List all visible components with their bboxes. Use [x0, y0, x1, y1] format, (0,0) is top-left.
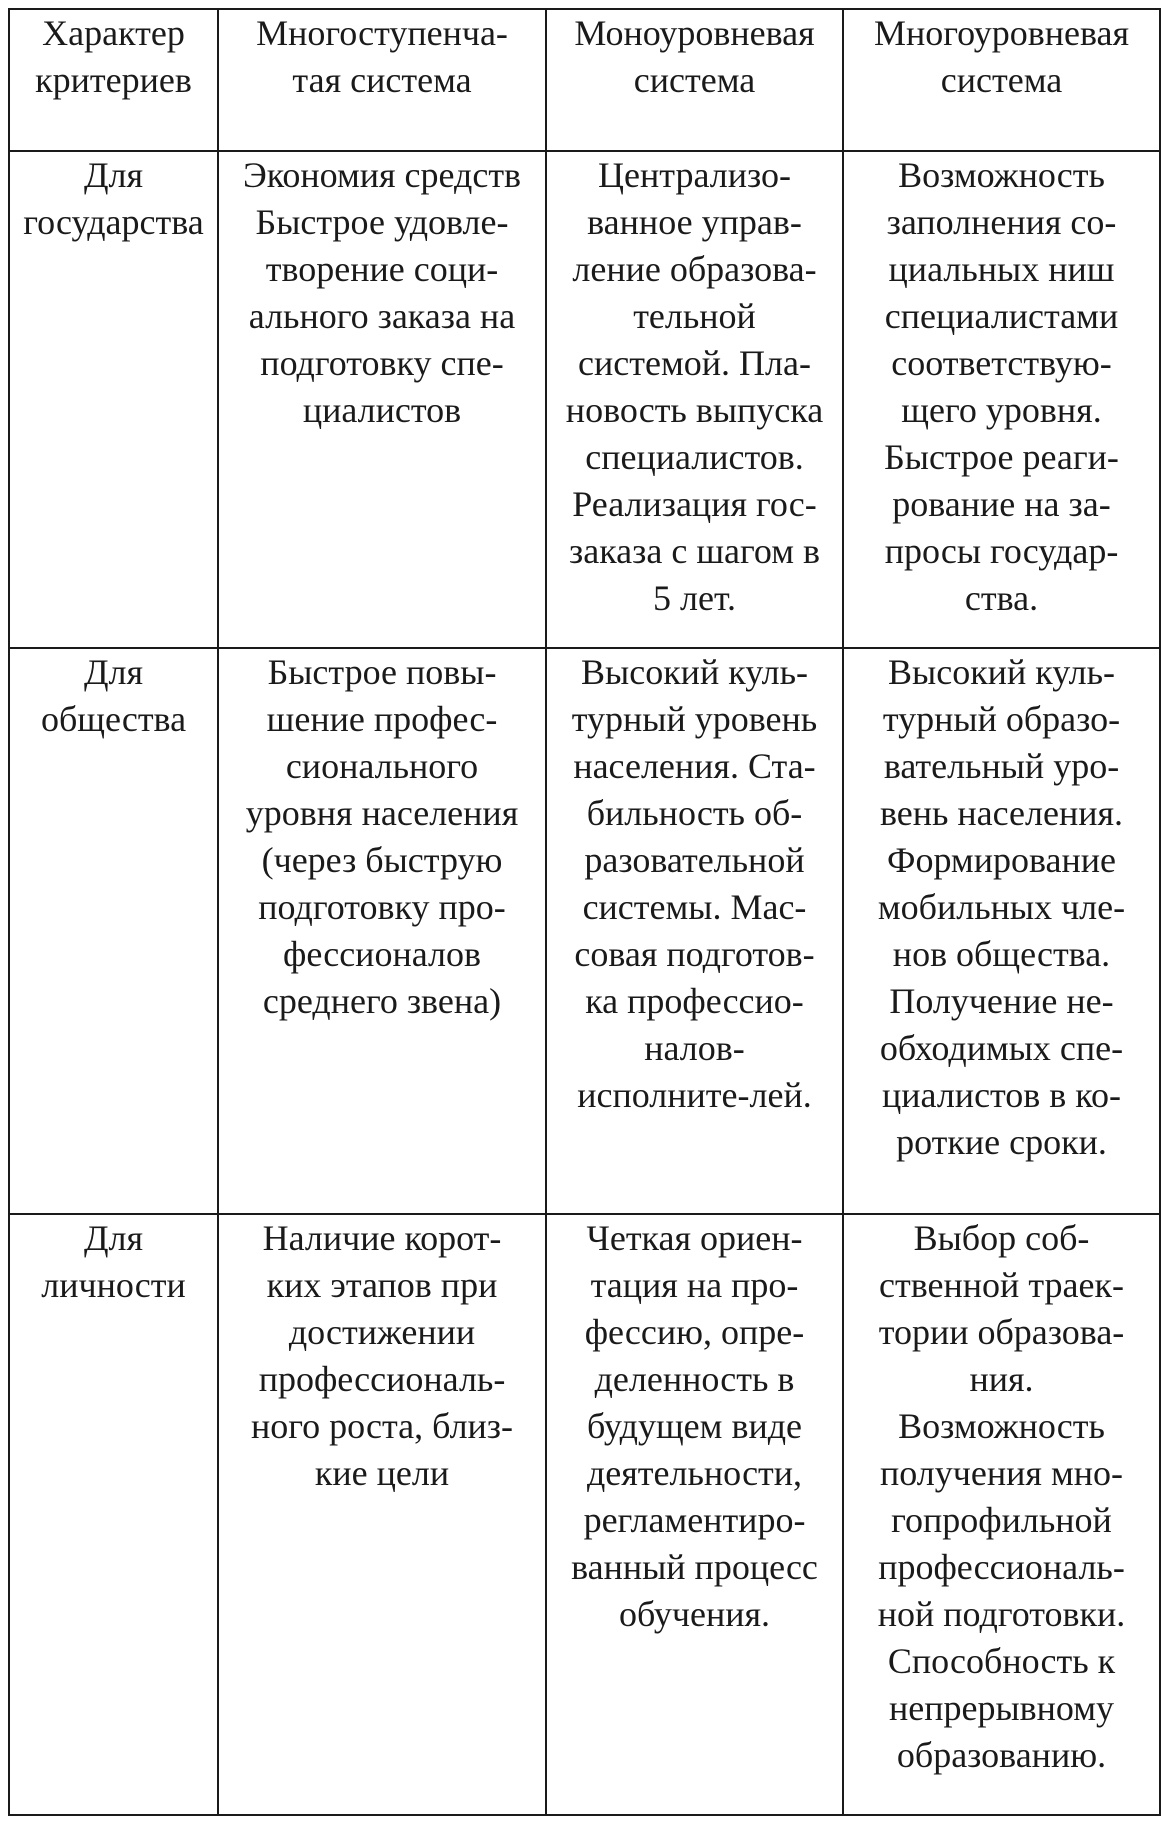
criterion-text: Для государства: [23, 155, 204, 242]
monolevel-cell: [546, 1214, 843, 1815]
monolevel-cell: [546, 151, 843, 648]
criterion-cell: [9, 648, 218, 1214]
multilevel-cell: [843, 151, 1160, 648]
header-multilevel-text: Многоуровневая система: [873, 13, 1130, 100]
monolevel-cell: [546, 648, 843, 1214]
header-cell-monolevel: [546, 9, 843, 151]
multistage-cell: [218, 648, 546, 1214]
comparison-table: [8, 8, 1161, 1816]
table-row-person: [9, 1214, 1160, 1815]
criterion-cell: [9, 1214, 218, 1815]
header-criteria-text: Характер критериев: [35, 13, 192, 100]
criterion-text: Для общества: [40, 652, 187, 739]
multistage-text: Быстрое повы- шение профес- сионального уровня населения (через быструю подготовку про- фессионалов среднего звена): [245, 652, 519, 1021]
multistage-text: Экономия средств Быстрое удовле- творение соци- ального заказа на подготовку спе- циалистов: [242, 155, 522, 430]
monolevel-text: Централизо- ванное управ- ление образова- тельной системой. Пла- новость выпуска специалистов. Реализация гос- заказа с шагом в 5 лет.: [565, 155, 824, 618]
header-cell-multilevel: [843, 9, 1160, 151]
criterion-cell: [9, 151, 218, 648]
header-multistage-text: Многоступенча- тая система: [256, 13, 508, 100]
multilevel-cell: [843, 1214, 1160, 1815]
table-row-state: [9, 151, 1160, 648]
monolevel-text: Четкая ориен- тация на про- фессию, опре- деленность в будущем виде деятельности, регламентиро- ванный процесс обучения.: [571, 1218, 818, 1634]
table-header-row: [9, 9, 1160, 151]
multistage-text: Наличие корот- ких этапов при достижении профессиональ- ного роста, близ- кие цели: [250, 1218, 514, 1493]
header-monolevel-text: Моноуровневая система: [574, 13, 815, 100]
multilevel-text: Возможность заполнения со- циальных ниш специалистами соответствую- щего уровня. Быстрое реаги- рование на за- просы государ- ства.: [884, 155, 1119, 618]
header-cell-criteria: [9, 9, 218, 151]
multistage-cell: [218, 1214, 546, 1815]
monolevel-text: Высокий куль- турный уровень населения. Ста- бильность об- разовательной системы. Мас- совая подготов- ка профессио- налов- исполните-лей.: [571, 652, 818, 1115]
multilevel-text: Выбор соб- ственной траек- тории образова- ния. Возможность получения мно- гопрофильной профессиональ- ной подготовки. Способность к непрерывному образованию.: [877, 1218, 1126, 1775]
multistage-cell: [218, 151, 546, 648]
header-cell-multistage: [218, 9, 546, 151]
multilevel-cell: [843, 648, 1160, 1214]
table-row-society: [9, 648, 1160, 1214]
multilevel-text: Высокий куль- турный образо- вательный уро- вень населения. Формирование мобильных чле- нов общества. Получение не- обходимых спе- циалистов в ко- роткие сроки.: [877, 652, 1126, 1162]
criterion-text: Для личности: [41, 1218, 186, 1305]
